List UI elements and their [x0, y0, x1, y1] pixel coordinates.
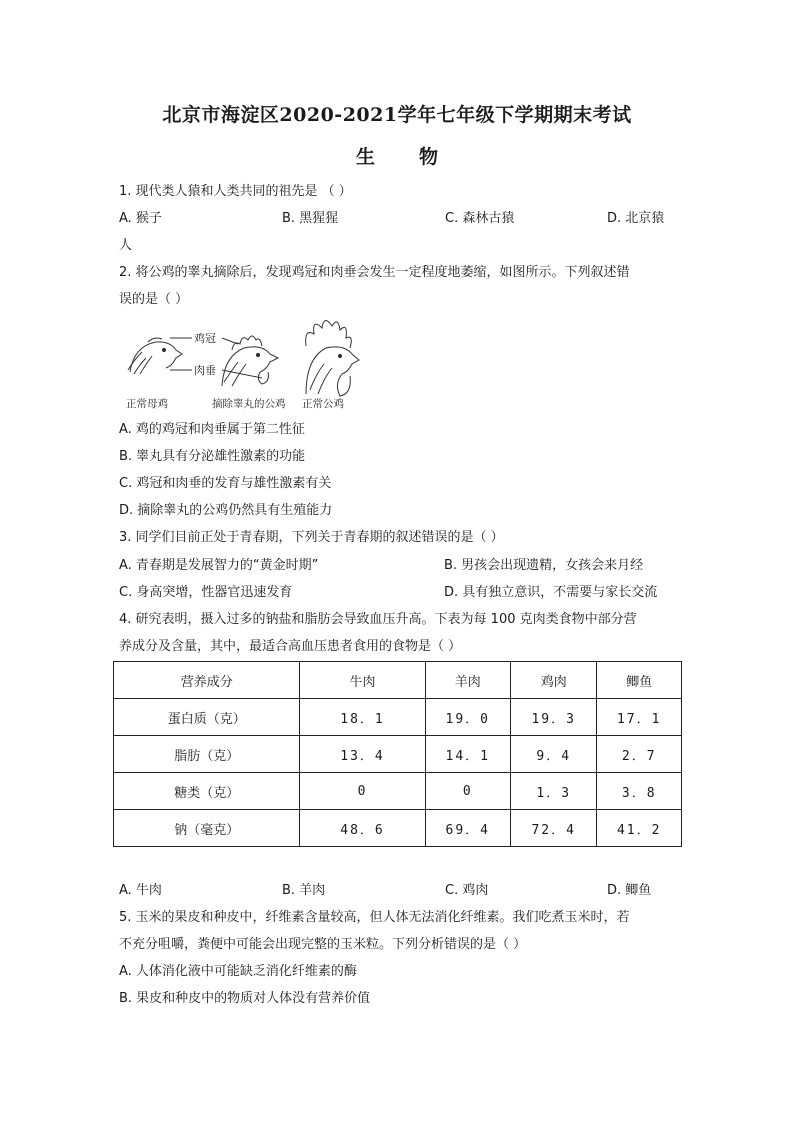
table-header-cell: 营养成分	[114, 662, 300, 699]
capon-drawing	[222, 336, 278, 386]
table-cell: 0	[425, 773, 510, 810]
q4-stem-line2: 养成分及含量，其中，最适合高血压患者食用的食物是（ ）	[119, 639, 462, 654]
q4-option-d: D. 鲫鱼	[607, 883, 652, 898]
table-row-label: 脂肪（克）	[114, 736, 300, 773]
q2-stem-line2: 误的是（ ）	[119, 292, 189, 307]
comb-leader-right	[222, 338, 238, 344]
table-cell: 69．4	[425, 810, 510, 847]
subject-char-1: 生	[355, 146, 375, 168]
table-row	[114, 810, 682, 847]
rooster-drawing	[306, 320, 359, 396]
table-cell: 14．1	[425, 736, 510, 773]
table-header-cell: 牛肉	[300, 662, 425, 699]
table-row	[114, 736, 682, 773]
q1-option-a: A. 猴子	[119, 211, 162, 226]
q3-option-b: B. 男孩会出现遗精，女孩会来月经	[444, 558, 644, 573]
q5-stem-line1: 5. 玉米的果皮和种皮中，纤维素含量较高，但人体无法消化纤维素。我们吃煮玉米时，若	[119, 910, 630, 925]
table-row	[114, 773, 682, 810]
q3-option-c: C. 身高突增，性器官迅速发育	[119, 585, 293, 600]
q4-option-a: A. 牛肉	[119, 883, 162, 898]
table-cell: 17．1	[597, 699, 682, 736]
table-cell: 18．1	[300, 699, 425, 736]
subject-heading	[0, 142, 794, 169]
exam-title: 北京市海淀区2020-2021学年七年级下学期期末考试	[162, 104, 632, 126]
q2-option-d: D. 摘除睾丸的公鸡仍然具有生殖能力	[119, 503, 333, 518]
caption-rooster: 正常公鸡	[302, 398, 344, 410]
table-cell: 13．4	[300, 736, 425, 773]
table-cell: 0	[300, 773, 425, 810]
subject-char-2: 物	[419, 146, 439, 168]
hen-drawing	[128, 338, 182, 374]
q1-stem: 1. 现代类人猿和人类共同的祖先是 （ ）	[119, 184, 352, 199]
table-cell: 48．6	[300, 810, 425, 847]
table-cell: 41．2	[597, 810, 682, 847]
table-row	[114, 699, 682, 736]
table-header-cell: 羊肉	[425, 662, 510, 699]
table-cell: 72．4	[511, 810, 597, 847]
q3-stem: 3. 同学们目前正处于青春期，下列关于青春期的叙述错误的是（ ）	[119, 530, 504, 545]
q4-option-b: B. 羊肉	[282, 883, 326, 898]
table-cell: 19．3	[511, 699, 597, 736]
q1-option-d: D. 北京猿	[607, 211, 665, 226]
q5-stem-line2: 不充分咀嚼，粪便中可能会出现完整的玉米粒。下列分析错误的是（ ）	[119, 937, 527, 952]
table-header-cell: 鲫鱼	[597, 662, 682, 699]
label-wattle: 肉垂	[194, 364, 216, 377]
q4-option-c: C. 鸡肉	[445, 883, 489, 898]
q1-option-b: B. 黑猩猩	[282, 211, 339, 226]
table-cell: 19．0	[425, 699, 510, 736]
q4-stem-line1: 4. 研究表明，摄入过多的钠盐和脂肪会导致血压升高。下表为每 100 克肉类食物中部分营	[119, 612, 637, 627]
table-header-row	[114, 662, 682, 699]
caption-capon: 摘除睾丸的公鸡	[212, 398, 286, 410]
label-comb: 鸡冠	[194, 332, 216, 345]
chicken-figure	[120, 312, 360, 412]
q2-stem-line1: 2. 将公鸡的睾丸摘除后，发现鸡冠和肉垂会发生一定程度地萎缩，如图所示。下列叙述错	[119, 265, 630, 280]
q2-option-c: C. 鸡冠和肉垂的发育与雄性激素有关	[119, 476, 332, 491]
table-row-label: 钠（毫克）	[114, 810, 300, 847]
q1-option-d-wrap: 人	[119, 238, 133, 253]
caption-hen: 正常母鸡	[126, 398, 168, 410]
nutrition-table	[113, 661, 682, 847]
q2-option-a: A. 鸡的鸡冠和肉垂属于第二性征	[119, 422, 305, 437]
table-cell: 9．4	[511, 736, 597, 773]
q5-option-a: A. 人体消化液中可能缺乏消化纤维素的酶	[119, 964, 357, 979]
q1-option-c: C. 森林古猿	[445, 211, 515, 226]
table-cell: 3．8	[597, 773, 682, 810]
q3-option-d: D. 具有独立意识，不需要与家长交流	[444, 585, 658, 600]
table-cell: 1．3	[511, 773, 597, 810]
q5-option-b: B. 果皮和种皮中的物质对人体没有营养价值	[119, 991, 371, 1006]
q2-option-b: B. 睾丸具有分泌雄性激素的功能	[119, 449, 306, 464]
table-cell: 2．7	[597, 736, 682, 773]
q3-option-a: A. 青春期是发展智力的“黄金时期”	[119, 558, 319, 573]
table-row-label: 蛋白质（克）	[114, 699, 300, 736]
table-header-cell: 鸡肉	[511, 662, 597, 699]
table-row-label: 糖类（克）	[114, 773, 300, 810]
